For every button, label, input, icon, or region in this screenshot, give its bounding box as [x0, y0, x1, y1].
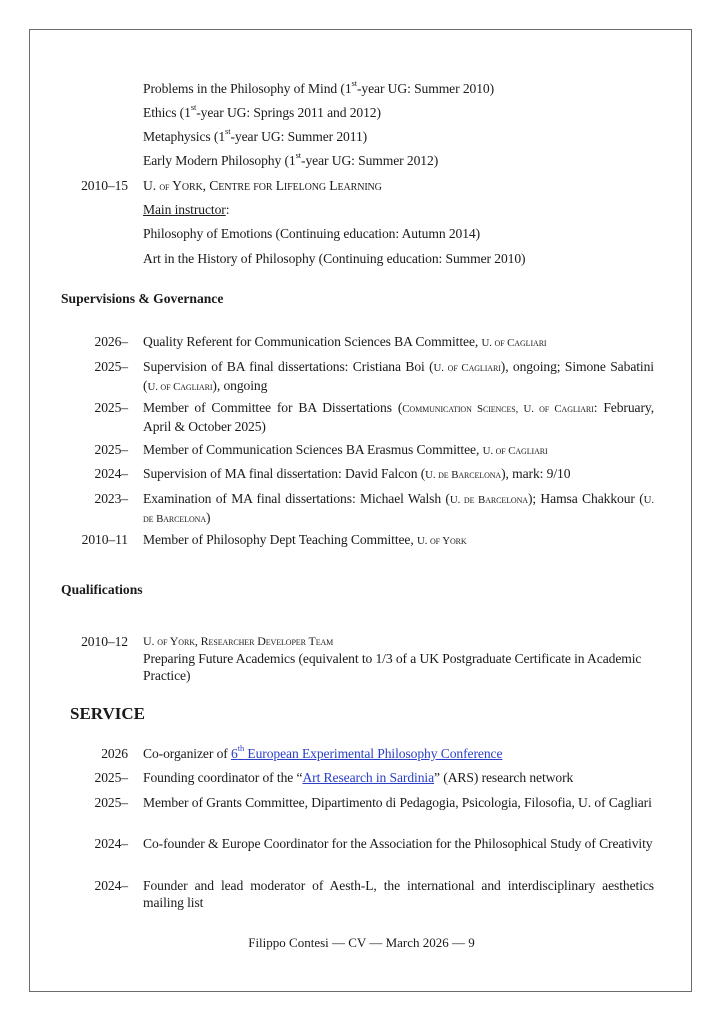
course-detail: -year UG: Summer 2010) — [356, 81, 495, 96]
institution-name: U. of York — [416, 535, 467, 547]
institution-name: U. de Barcelona — [425, 469, 502, 481]
course-title: Philosophy of Emotions (Continuing education: Autumn 2014) — [143, 226, 481, 241]
entry-year: 2025– — [94, 442, 128, 457]
course-ordinal: 1 — [218, 129, 226, 144]
entry-year: 2025– — [94, 359, 128, 374]
entry-year: 2025– — [94, 795, 128, 810]
page-footer: Filippo Contesi — CV — March 2026 — 9 — [248, 935, 475, 950]
section-heading-qualifications: Qualifications — [61, 582, 143, 597]
institution-name: U. of Cagliari — [147, 381, 213, 393]
role-colon: : — [225, 202, 230, 217]
course-ordinal: 1 — [184, 105, 191, 120]
course-title: Problems in the Philosophy of Mind ( — [143, 81, 345, 96]
course-ordinal: 1 — [288, 153, 296, 168]
link-text: European Experimental Philosophy Conference — [244, 746, 503, 761]
institution-name — [143, 177, 654, 196]
ordinal-suffix: st — [295, 150, 302, 160]
entry-year: 2010–11 — [81, 532, 128, 547]
entry-year: 2024– — [94, 836, 128, 851]
link-ordinal: 6 — [231, 746, 238, 761]
entry-text: ), ongoing — [212, 378, 268, 393]
entry-text: Founding coordinator of the “ — [143, 770, 303, 785]
course-title: Art in the History of Philosophy (Continuing education: Summer 2010) — [143, 251, 526, 266]
entry-year: 2025– — [94, 770, 128, 785]
conference-link[interactable] — [231, 743, 503, 761]
course-title: Ethics ( — [143, 105, 185, 120]
entry-text: Founder and lead moderator of Aesth-L, the international and interdisciplinary aesthetics mailing list — [143, 878, 654, 910]
role-label: Main instructor — [143, 202, 226, 217]
institution-name: U. of Cagliari — [433, 362, 501, 374]
entry-text: ” (ARS) research network — [434, 770, 574, 785]
institution-prefix: U. — [143, 178, 157, 193]
section-heading-service: SERVICE — [70, 704, 145, 723]
entry-text: ), ongoing; Simone Sabatini ( — [143, 359, 654, 393]
institution-name: Communication Sciences, U. of Cagliari — [402, 403, 594, 415]
institution-of: of — [159, 181, 170, 193]
entry-text: ); Hamsa Chakkour ( — [527, 491, 644, 506]
entry-year: 2024– — [94, 466, 128, 481]
entry-text: Quality Referent for Communication Sciences BA Committee, — [143, 334, 482, 349]
entry-text: Supervision of MA final dissertation: David Falcon ( — [143, 466, 426, 481]
entry-year: 2025– — [94, 400, 128, 415]
ordinal-suffix: th — [237, 743, 245, 753]
entry-year: 2026 — [101, 746, 128, 761]
entry-text: ) — [206, 510, 211, 525]
ordinal-suffix: st — [225, 126, 231, 136]
ordinal-suffix: st — [351, 78, 357, 88]
entry-text: Preparing Future Academics (equivalent to 1/3 of a UK Postgraduate Certificate in Academic Practice) — [143, 651, 642, 683]
entry-text: Supervision of BA final dissertations: Cristiana Boi ( — [143, 359, 434, 374]
institution-name: U. of Cagliari — [482, 445, 548, 457]
entry-year: 2010–15 — [81, 178, 128, 193]
entry-text: : February, April & October 2025) — [143, 400, 655, 434]
entry-text: Member of Philosophy Dept Teaching Committee, — [143, 532, 417, 547]
course-detail: -year UG: Summer 2012) — [301, 153, 439, 168]
entry-text: Examination of MA final dissertations: Michael Walsh ( — [143, 491, 450, 506]
course-title: Metaphysics ( — [143, 129, 219, 144]
course-detail: -year UG: Springs 2011 and 2012) — [196, 105, 381, 120]
entry-text: Member of Committee for BA Dissertations ( — [143, 400, 403, 415]
entry-year: 2010–12 — [81, 634, 128, 649]
entry-text: Co-organizer of — [143, 746, 231, 761]
ordinal-suffix: st — [190, 102, 197, 112]
institution-name: U. of York, Researcher Developer Team — [143, 634, 334, 648]
section-heading-supervisions: Supervisions & Governance — [61, 291, 224, 306]
course-ordinal: 1 — [344, 81, 352, 96]
institution-name: U. de Barcelona — [449, 494, 528, 506]
entry-year: 2024– — [94, 878, 128, 893]
institution-name: U. de Barcelona — [143, 494, 655, 525]
entry-text: Member of Communication Sciences BA Erasmus Committee, — [143, 442, 483, 457]
institution-label: York, Centre for Lifelong Learning — [172, 178, 382, 193]
entry-text: ), mark: 9/10 — [501, 466, 571, 481]
ars-network-link[interactable]: Art Research in Sardinia — [302, 770, 435, 785]
entry-text: Co-founder & Europe Coordinator for the Association for the Philosophical Study of Creativity — [143, 836, 653, 851]
entry-text: Member of Grants Committee, Dipartimento di Pedagogia, Psicologia, Filosofia, U. of Cagliari — [143, 795, 652, 810]
entry-year: 2023– — [94, 491, 128, 506]
course-title: Early Modern Philosophy ( — [143, 153, 289, 168]
course-detail: -year UG: Summer 2011) — [230, 129, 368, 144]
entry-year: 2026– — [94, 334, 128, 349]
institution-name: U. of Cagliari — [481, 337, 547, 349]
